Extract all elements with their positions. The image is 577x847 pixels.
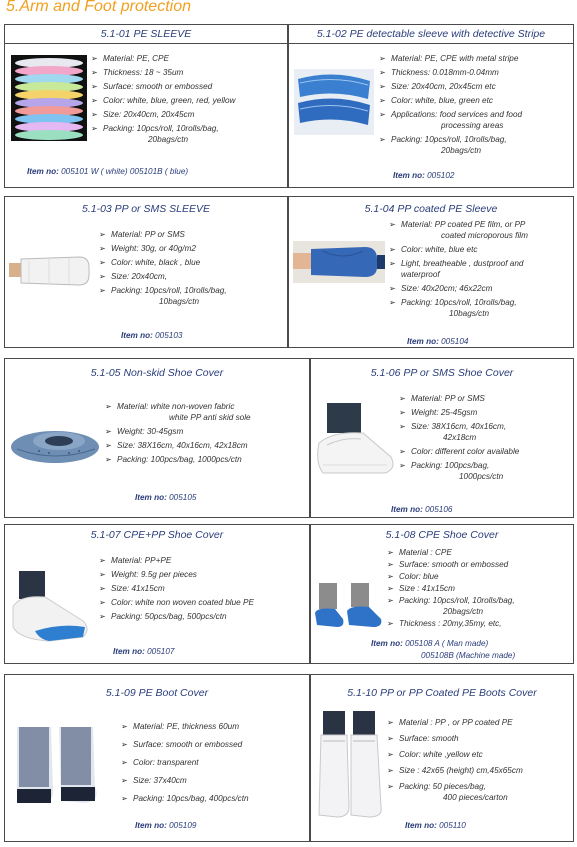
spec-size: ➢ Size: 20x40cm, 20x45cm etc <box>379 81 573 92</box>
spec-weight: ➢ Weight: 9.5g per pieces <box>99 569 309 580</box>
panel-5-1-03 <box>4 196 288 348</box>
spec-list <box>387 547 573 632</box>
item-number <box>393 171 454 180</box>
pe-sleeve-photo <box>11 55 87 141</box>
spec-surface: ➢ Surface: smooth or embossed <box>121 739 309 750</box>
spec-surface: ➢ Surface: smooth or embossed <box>91 81 287 92</box>
item-number <box>135 493 196 502</box>
panel-5-1-07 <box>4 524 310 664</box>
item-number <box>27 167 188 176</box>
item-value: 005110 <box>439 821 466 830</box>
spec-size: ➢ Size: 37x40cm <box>121 775 309 786</box>
spec-size: ➢ Size: 20x40cm, 20x45cm <box>91 109 287 120</box>
spec-surface: ➢ Surface: smooth or embossed <box>387 559 573 570</box>
spec-packing <box>387 595 573 617</box>
packing-cont: 400 pieces/carton <box>443 793 508 802</box>
item-number-2: 005108B (Machine made) <box>421 651 516 660</box>
item-label: Item no: <box>113 647 145 656</box>
spec-size: ➢ Size : 42x65 (height) cm,45x65cm <box>387 765 573 776</box>
spec-list <box>99 229 287 310</box>
item-value: 005101 W ( white) 005101B ( blue) <box>61 167 189 176</box>
material-text: Material: white non-woven fabric <box>117 402 235 411</box>
spec-material <box>105 401 309 423</box>
item-label: Item no: <box>135 493 167 502</box>
spec-packing <box>389 297 573 319</box>
item-number <box>121 331 182 340</box>
spec-size: ➢ Size: 20x40cm, <box>99 271 287 282</box>
spec-color: ➢ Color: white, blue, green, red, yellow <box>91 95 287 106</box>
item-label: Item no: <box>393 171 425 180</box>
spec-packing <box>99 285 287 307</box>
spec-thickness: ➢ Thickness : 20my,35my, etc, <box>387 618 573 629</box>
spec-size: ➢ Size: 41x15cm <box>99 583 309 594</box>
panel-title: 5.1-02 PE detectable sleeve with detective Stripe <box>289 25 573 44</box>
packing-text: Packing: 50 pieces/bag, <box>399 782 486 791</box>
material-text: Material: PP coated PE film, or PP <box>401 220 526 229</box>
spec-list <box>91 53 287 148</box>
spec-color: ➢ Color: white, blue etc <box>389 244 573 255</box>
spec-size: ➢ Size: 38X16cm, 40x16cm, 42x18cm <box>105 440 309 451</box>
panel-title: 5.1-04 PP coated PE Sleeve <box>364 203 498 215</box>
spec-material: ➢ Material : CPE <box>387 547 573 558</box>
spec-packing: ➢ Packing: 10pcs/bag, 400pcs/ctn <box>121 793 309 804</box>
packing-text: Packing: 10pcs/roll, 10rolls/bag, <box>391 135 507 144</box>
packing-cont: 10bags/ctn <box>159 297 200 306</box>
panel-5-1-06 <box>310 358 574 518</box>
panel-5-1-01 <box>4 24 288 188</box>
spec-list <box>389 219 573 322</box>
pp-shoe-cover-photo <box>313 403 399 487</box>
panel-title: 5.1-08 CPE Shoe Cover <box>385 529 499 541</box>
spec-packing: ➢ Packing: 100pcs/bag, 1000pcs/ctn <box>105 454 309 465</box>
item-label: Item no: <box>407 337 439 346</box>
panel-title: 5.1-07 CPE+PP Shoe Cover <box>90 529 224 541</box>
spec-material <box>389 219 573 241</box>
item-value: 005106 <box>425 505 453 514</box>
packing-text: Packing: 100pcs/bag, <box>411 461 490 470</box>
spec-thickness: ➢ Thickness: 0.018mm-0.04mm <box>379 67 573 78</box>
spec-packing <box>379 134 573 156</box>
packing-text: Packing: 10pcs/roll, 10rolls/bag, <box>111 286 227 295</box>
spec-material: ➢ Material: PE, CPE <box>91 53 287 64</box>
panel-title: 5.1-05 Non-skid Shoe Cover <box>90 367 224 379</box>
packing-cont: 20bags/ctn <box>148 135 189 144</box>
spec-color: ➢ Color: transparent <box>121 757 309 768</box>
spec-material: ➢ Material: PE, thickness 60um <box>121 721 309 732</box>
panel-5-1-10 <box>310 674 574 842</box>
panel-title: 5.1-03 PP or SMS SLEEVE <box>81 203 210 215</box>
spec-color: ➢ Color: white, black , blue <box>99 257 287 268</box>
spec-list <box>121 721 309 807</box>
packing-cont: 10bags/ctn <box>449 309 490 318</box>
item-value: 005104 <box>441 337 469 346</box>
spec-thickness: ➢ Thickness: 18 ~ 35um <box>91 67 287 78</box>
panel-5-1-02 <box>288 24 574 188</box>
spec-applications <box>379 109 573 131</box>
features-text: Light, breatheable , dustproof and <box>401 259 524 268</box>
packing-text: Packing: 10pcs/roll, 10rolls/bag, <box>399 596 515 605</box>
cpe-shoe-cover-photo <box>313 583 385 635</box>
spec-material: ➢ Material : PP , or PP coated PE <box>387 717 573 728</box>
panel-5-1-08 <box>310 524 574 664</box>
item-value: 005107 <box>147 647 175 656</box>
item-label: Item no: <box>405 821 437 830</box>
spec-list <box>399 393 573 485</box>
item-value: 005105 <box>169 493 197 502</box>
pp-sleeve-photo <box>9 253 95 289</box>
panel-title: 5.1-01 PE SLEEVE <box>5 25 287 44</box>
spec-color: ➢ Color: different color available <box>399 446 573 457</box>
non-skid-shoe-cover-photo <box>9 419 101 467</box>
spec-weight: ➢ Weight: 25-45gsm <box>399 407 573 418</box>
spec-size <box>399 421 573 443</box>
spec-color: ➢ Color: white non woven coated blue PE <box>99 597 309 608</box>
packing-cont: 20bags/ctn <box>443 607 484 616</box>
spec-color: ➢ Color: blue <box>387 571 573 582</box>
section-heading: 5.Arm and Foot protection <box>6 0 191 15</box>
item-number <box>391 505 452 514</box>
packing-cont: 20bags/ctn <box>441 146 482 155</box>
packing-text: Packing: 10pcs/roll, 10rolls/bag, <box>401 298 517 307</box>
panel-5-1-04 <box>288 196 574 348</box>
spec-material: ➢ Material: PP+PE <box>99 555 309 566</box>
item-value: 005102 <box>427 171 455 180</box>
size-text: Size: 38X16cm, 40x16cm, <box>411 422 507 431</box>
item-value: 005103 <box>155 331 183 340</box>
spec-size: ➢ Size : 41x15cm <box>387 583 573 594</box>
spec-packing: ➢ Packing: 50pcs/bag, 500pcs/ctn <box>99 611 309 622</box>
spec-packing <box>399 460 573 482</box>
item-value: 005108 A ( Man made) <box>405 639 489 648</box>
packing-text: Packing: 10pcs/roll, 10rolls/bag, <box>103 124 219 133</box>
spec-list <box>105 401 309 468</box>
spec-weight: ➢ Weight: 30g, or 40g/m2 <box>99 243 287 254</box>
spec-surface: ➢ Surface: smooth <box>387 733 573 744</box>
item-number <box>135 821 196 830</box>
pe-boot-cover-photo <box>11 727 103 807</box>
panel-title: 5.1-09 PE Boot Cover <box>105 687 209 699</box>
item-label: Item no: <box>27 167 59 176</box>
spec-color: ➢ Color: white, blue, green etc <box>379 95 573 106</box>
item-number <box>407 337 468 346</box>
pp-boots-cover-photo <box>315 711 385 821</box>
cpe-pp-shoe-cover-photo <box>9 571 91 645</box>
pp-coated-sleeve-photo <box>293 241 385 283</box>
spec-material: ➢ Material: PP or SMS <box>99 229 287 240</box>
spec-weight: ➢ Weight: 30-45gsm <box>105 426 309 437</box>
item-label: Item no: <box>135 821 167 830</box>
material-cont: white PP anti skid sole <box>169 413 251 422</box>
applications-cont: processing areas <box>441 121 504 130</box>
detectable-sleeve-photo <box>294 69 374 135</box>
applications-text: Applications: food services and food <box>391 110 523 119</box>
spec-size: ➢ Size: 40x20cm; 46x22cm <box>389 283 573 294</box>
spec-features <box>389 258 573 280</box>
item-label: Item no: <box>391 505 423 514</box>
item-label: Item no: <box>371 639 403 648</box>
panel-5-1-05 <box>4 358 310 518</box>
spec-material: ➢ Material: PE, CPE with metal stripe <box>379 53 573 64</box>
panel-title: 5.1-10 PP or PP Coated PE Boots Cover <box>347 687 537 699</box>
spec-packing <box>387 781 573 803</box>
item-number <box>405 821 466 830</box>
spec-material: ➢ Material: PP or SMS <box>399 393 573 404</box>
spec-list <box>99 555 309 625</box>
spec-list <box>387 717 573 806</box>
item-label: Item no: <box>121 331 153 340</box>
panel-title: 5.1-06 PP or SMS Shoe Cover <box>370 367 514 379</box>
item-number <box>113 647 174 656</box>
features-cont: waterproof <box>401 270 440 279</box>
item-value: 005109 <box>169 821 197 830</box>
material-cont: coated microporous film <box>441 231 528 240</box>
item-number <box>371 639 488 648</box>
spec-color: ➢ Color: white ,yellow etc <box>387 749 573 760</box>
spec-packing <box>91 123 287 145</box>
panel-5-1-09 <box>4 674 310 842</box>
spec-list <box>379 53 573 159</box>
size-cont: 42x18cm <box>443 433 477 442</box>
packing-cont: 1000pcs/ctn <box>459 472 504 481</box>
